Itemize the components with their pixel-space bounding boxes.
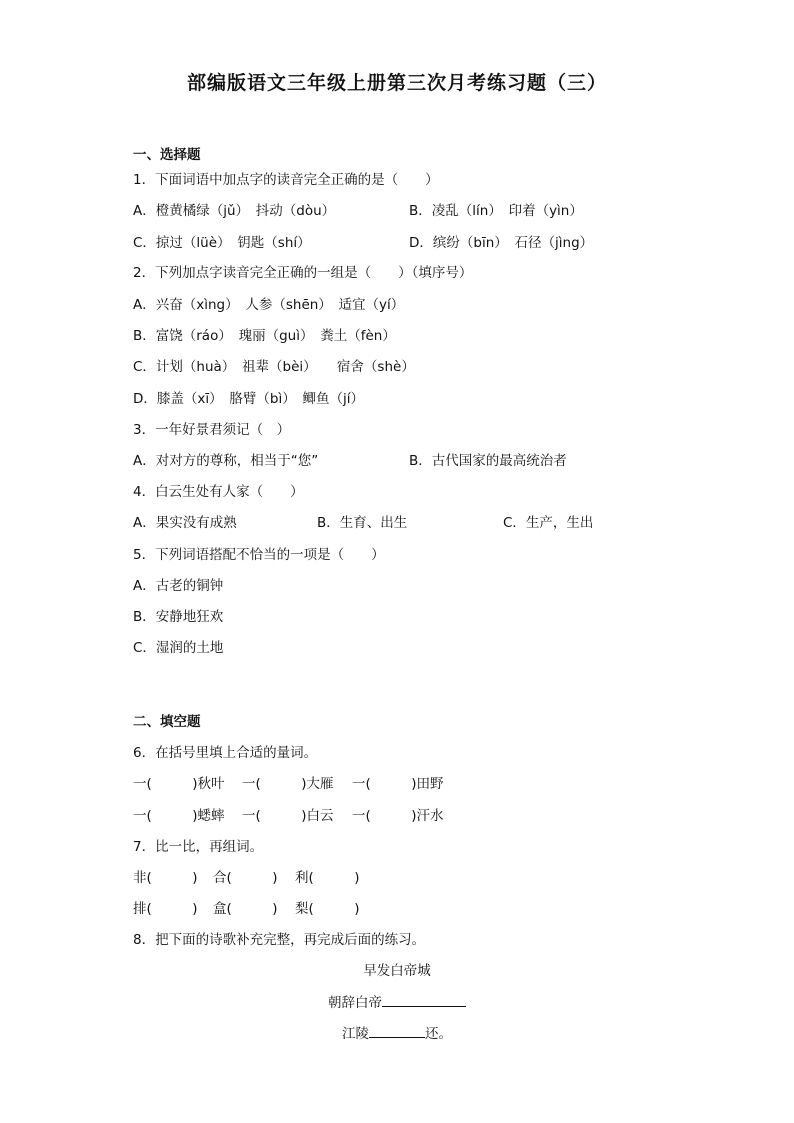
question-6-blank: 一( )田野	[352, 776, 444, 792]
question-2-stem: 2．下列加点字读音完全正确的一组是（ ）（填序号）	[133, 265, 473, 281]
question-6-blank: 一( )蟋蟀	[133, 808, 225, 824]
poem-line-1	[0, 992, 794, 1013]
question-7-blank: 合( )	[213, 870, 278, 886]
question-1-stem: 1．下面词语中加点字的读音完全正确的是（ ）	[133, 172, 439, 188]
question-7-blank: 非( )	[133, 870, 198, 886]
poem-line-2-text: 江陵	[342, 1026, 369, 1042]
question-8-stem: 8．把下面的诗歌补充完整，再完成后面的练习。	[133, 932, 426, 948]
question-7-stem: 7．比一比，再组词。	[133, 839, 264, 855]
question-7-blank: 盒( )	[213, 901, 278, 917]
question-4-option-b: B．生育、出生	[317, 515, 408, 531]
question-6-blank: 一( )大雁	[242, 776, 334, 792]
question-2-option-c: C．计划（huà） 祖辈（bèi） 宿舍（shè）	[133, 359, 415, 375]
question-3-stem: 3．一年好景君须记（ ）	[133, 422, 291, 438]
question-5-option-b: B．安静地狂欢	[133, 609, 224, 625]
question-3-option-a: A．对对方的尊称，相当于“您”	[133, 453, 319, 469]
poem-line-2	[0, 1023, 794, 1044]
question-5-option-a: A．古老的铜钟	[133, 578, 224, 594]
question-1-option-c: C．掠过（lüè） 钥匙（shí）	[133, 235, 311, 251]
question-1-option-d: D．缤纷（bīn） 石径（jìng）	[409, 235, 594, 251]
question-7-blank: 利( )	[295, 870, 360, 886]
question-5-option-c: C．湿润的土地	[133, 640, 224, 656]
poem-title: 早发白帝城	[363, 963, 431, 979]
question-6-blank: 一( )汗水	[352, 808, 444, 824]
question-6-blank: 一( )秋叶	[133, 776, 225, 792]
question-4-option-c: C．生产，生出	[503, 515, 594, 531]
section-heading-fill-in: 二、填空题	[133, 714, 201, 730]
poem-line-2-end: 还。	[425, 1026, 452, 1042]
question-6-blank: 一( )白云	[242, 808, 334, 824]
question-1-option-b: B．凌乱（lín） 印着（yìn）	[409, 203, 583, 219]
page-title: 部编版语文三年级上册第三次月考练习题（三）	[186, 72, 607, 94]
question-7-blank: 排( )	[133, 901, 198, 917]
question-4-stem: 4．白云生处有人家（ ）	[133, 484, 304, 500]
section-heading-choice: 一、选择题	[133, 147, 201, 163]
poem-line-1-text: 朝辞白帝	[328, 995, 382, 1011]
question-2-option-d: D．膝盖（xī） 胳臂（bì） 鲫鱼（jí）	[133, 391, 364, 407]
question-7-blank: 梨( )	[295, 901, 360, 917]
question-6-stem: 6．在括号里填上合适的量词。	[133, 745, 318, 761]
question-5-stem: 5．下列词语搭配不恰当的一项是（ ）	[133, 547, 385, 563]
question-3-option-b: B．古代国家的最高统治者	[409, 453, 567, 469]
poem-line-1-blank[interactable]	[382, 992, 466, 1007]
question-2-option-b: B．富饶（ráo） 瑰丽（guì） 粪土（fèn）	[133, 328, 396, 344]
question-2-option-a: A．兴奋（xìng） 人参（shēn） 适宜（yí）	[133, 297, 405, 313]
poem-line-2-blank[interactable]	[369, 1023, 425, 1038]
question-4-option-a: A．果实没有成熟	[133, 515, 237, 531]
question-1-option-a: A．橙黄橘绿（jǔ） 抖动（dòu）	[133, 203, 336, 219]
